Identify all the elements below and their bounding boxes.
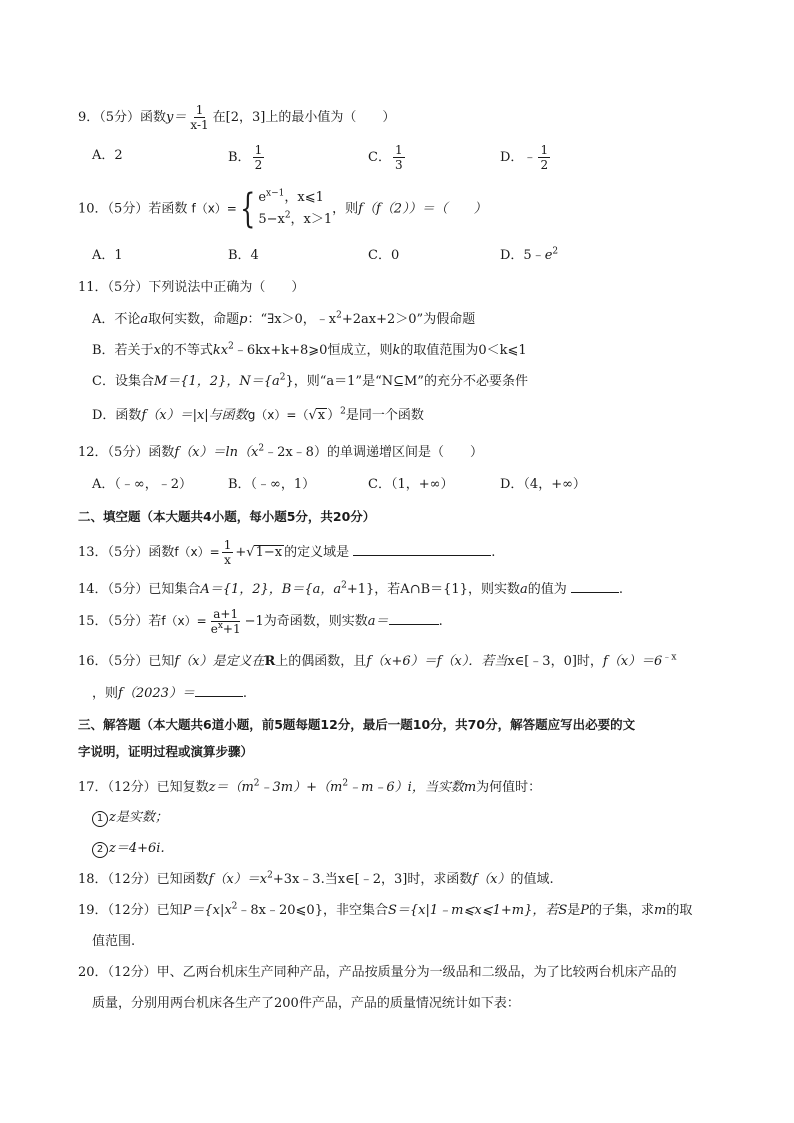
q9-choice-a: A．2 <box>92 148 123 163</box>
question-19-stem: 19．（12分）已知$P=\{x|x^2﹣8x﹣20⩽0\}$，非空集合S＝{x|1﹣m⩽x⩽1+m}，若S是P的子集，求m的取 <box>78 901 693 918</box>
q16-answer-blank[interactable] <box>195 684 243 697</box>
q12-choice-b: B．（﹣∞，1） <box>228 477 316 492</box>
question-18-stem: 18．（12分）已知函数$f(x)=x^2+3x﹣3$.当x∈[﹣2，3]时，求函数f（x）的值域. <box>78 870 554 887</box>
question-17-stem: 17．（12分）已知复数$z=(m^2﹣3m)+(m^2﹣m﹣6)i$，当实数m为何值时： <box>78 778 542 795</box>
q10-piecewise: $e^{x-1}$，x⩽1 $5-x^2$，x＞1 <box>258 188 333 227</box>
question-10-stem: 10．（5分）若函数 f（x）={ $e^{x-1}$，x⩽1 $5-x^2$，x＞1 ，则f（f（2））＝（ ） <box>78 186 487 232</box>
q14-answer-blank[interactable] <box>571 580 619 593</box>
q11-choice-c: C．设集合M＝{1，2}，$N=\{a^2\}$，则“a＝1”是“N⊆M”的充分不必要条件 <box>92 372 528 389</box>
question-14-stem: 14．（5分）已知集合A＝{1，2}，B＝{a，$a^2+1$}，若A∩B＝{1}，则实数a的值为 . <box>78 580 624 597</box>
question-16-line-1: 16．（5分）已知f（x）是定义在R上的偶函数，且f（x+6）＝f（x）．若当x∈[﹣3，0]时，$f(x)=6^{﹣x}$ <box>78 652 677 669</box>
q11-choice-b: B．若关于x的不等式$kx^2﹣6kx+k+8⩾0$恒成立，则k的取值范围为0＜k⩽1 <box>92 341 527 358</box>
section-2-heading: 二、填空题（本大题共4小题，每小题5分，共20分） <box>78 509 376 524</box>
question-16-line-2: ，则f（2023）＝ . <box>92 686 248 701</box>
q10-choice-d: D．$5﹣e^2$ <box>500 246 559 263</box>
section-3-heading: 三、解答题（本大题共6道小题，前5题每题12分，最后一题10分，共70分，解答题应写出必要的文 <box>78 717 636 732</box>
section-3-heading-cont: 字说明，证明过程或演算步骤） <box>78 744 254 759</box>
q9-choice-d: D．﹣ $\frac{1}{2}$ <box>500 143 549 172</box>
question-20-line-2: 质量，分别用两台机床各生产了200件产品，产品的质量情况统计如下表： <box>92 996 520 1011</box>
sqrt-icon: √ <box>246 545 255 560</box>
q9-fraction: $\frac{1}{x-1}$ <box>190 103 209 132</box>
question-12-stem: 12．（5分）函数$f(x)=\ln(x^2﹣2x﹣8)$的单调递增区间是（ ） <box>78 443 483 460</box>
sqrt-icon: √ <box>308 408 317 423</box>
circled-one-icon: 1 <box>92 811 108 827</box>
q12-choice-a: A．（﹣∞，﹣2） <box>92 477 192 492</box>
q10-choice-a: A．1 <box>92 248 123 263</box>
q9-stem-suffix: 在[2，3]上的最小值为（ ） <box>212 110 396 125</box>
q12-choice-c: C．（1，+∞） <box>368 477 454 492</box>
question-19-line-2: 值范围. <box>92 934 136 949</box>
question-15-stem: 15．（5分）若f（x）= $\frac{a+1}{e^x+1}$ −1为奇函数，则实数a＝ . <box>78 607 443 636</box>
q9-choice-c: C． $\frac{1}{3}$ <box>368 143 403 172</box>
q10-choice-c: C．0 <box>368 248 400 263</box>
q9-y: y＝ <box>166 110 187 125</box>
q11-choice-a: A．不论a取何实数，命题p：“∃x＞0，$﹣x^2+2ax+2>0$”为假命题 <box>92 310 476 327</box>
q10-choice-b: B．4 <box>228 248 259 263</box>
q15-answer-blank[interactable] <box>389 612 439 625</box>
q13-answer-blank[interactable] <box>353 543 491 556</box>
question-9-stem <box>78 104 395 131</box>
left-brace-icon: { <box>239 186 256 232</box>
question-13-stem: 13．（5分）函数f（x）= $\frac{1}{x}$ +√1−x 的定义域是 . <box>78 538 496 567</box>
question-11-stem: 11．（5分）下列说法中正确为（ ） <box>78 280 305 295</box>
question-20-line-1: 20．（12分）甲、乙两台机床生产同种产品，产品按质量分为一级品和二级品，为了比较两台机床产品的 <box>78 965 677 980</box>
q12-choice-d: D．（4，+∞） <box>500 477 586 492</box>
q11-choice-d: D．函数f（x）＝|x|与函数g（x）=（√x ）$^2$是同一个函数 <box>92 406 424 423</box>
q17-part-1: 1 z是实数； <box>92 808 168 828</box>
q9-stem-prefix: 9．（5分）函数 <box>78 110 167 125</box>
q9-choice-b: B． $\frac{1}{2}$ <box>228 143 263 172</box>
circled-two-icon: 2 <box>92 842 108 858</box>
q17-part-2: 2 z＝4+6i. <box>92 839 165 859</box>
